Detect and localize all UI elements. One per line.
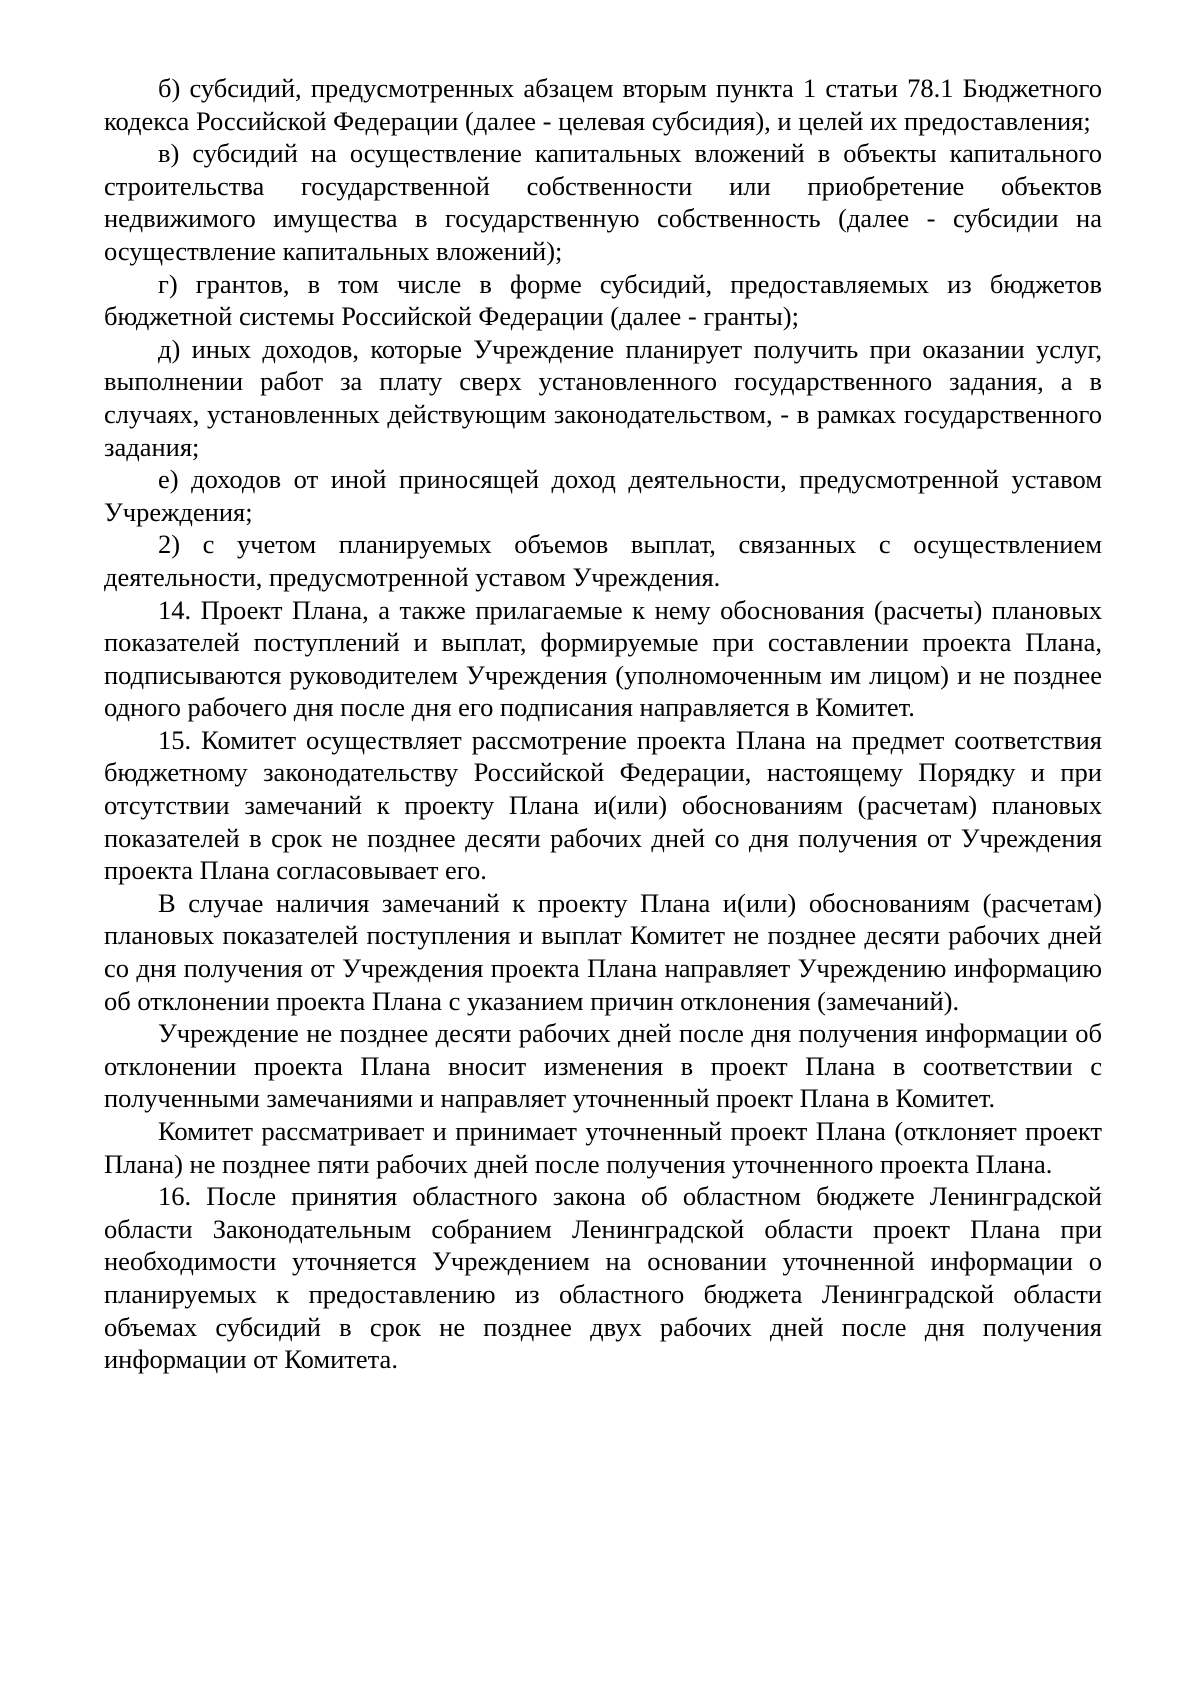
- paragraph-section-16: 16. После принятия областного закона об областном бюджете Ленинградской области Законодательным собранием Ленинградской области проект Плана при необходимости уточняется Учреждением на основании уточненной информации о планируемых к предоставлению из областного бюджета Ленинградской области объемах субсидий в срок не позднее двух рабочих дней после дня получения информации от Комитета.: [104, 1181, 1102, 1375]
- paragraph-section-15: 15. Комитет осуществляет рассмотрение проекта Плана на предмет соответствия бюджетному законодательству Российской Федерации, настоящему Порядку и при отсутствии замечаний к проекту Плана и(или) обоснованиям (расчетам) плановых показателей в срок не позднее десяти рабочих дней со дня получения от Учреждения проекта Плана согласовывает его.: [104, 724, 1102, 886]
- paragraph-section-15-acceptance: Комитет рассматривает и принимает уточненный проект Плана (отклоняет проект Плана) не позднее пяти рабочих дней после получения уточненного проекта Плана.: [104, 1116, 1102, 1179]
- paragraph-subitem-g: г) грантов, в том числе в форме субсидий, предоставляемых из бюджетов бюджетной системы Российской Федерации (далее - гранты);: [104, 268, 1102, 332]
- document-page: [104, 72, 1102, 1376]
- paragraph-item-2: 2) с учетом планируемых объемов выплат, связанных с осуществлением деятельности, предусмотренной уставом Учреждения.: [104, 529, 1102, 592]
- paragraph-subitem-b: б) субсидий, предусмотренных абзацем вторым пункта 1 статьи 78.1 Бюджетного кодекса Российской Федерации (далее - целевая субсидия), и целей их предоставления;: [104, 73, 1102, 136]
- paragraph-section-15-corrections: Учреждение не позднее десяти рабочих дней после дня получения информации об отклонении проекта Плана вносит изменения в проект Плана в соответствии с полученными замечаниями и направляет уточненный проект Плана в Комитет.: [104, 1018, 1102, 1114]
- paragraph-subitem-v: в) субсидий на осуществление капитальных вложений в объекты капитального строительства государственной собственности или приобретение объектов недвижимого имущества в государственную собственность (далее - субсидии на осуществление капитальных вложений);: [104, 138, 1102, 266]
- paragraph-section-14: 14. Проект Плана, а также прилагаемые к нему обоснования (расчеты) плановых показателей поступлений и выплат, формируемые при составлении проекта Плана, подписываются руководителем Учреждения (уполномоченным им лицом) и не позднее одного рабочего дня после дня его подписания направляется в Комитет.: [104, 594, 1102, 723]
- paragraph-section-15-remarks: В случае наличия замечаний к проекту Плана и(или) обоснованиям (расчетам) плановых показателей поступления и выплат Комитет не позднее десяти рабочих дней со дня получения от Учреждения проекта Плана направляет Учреждению информацию об отклонении проекта Плана с указанием причин отклонения (замечаний).: [104, 887, 1102, 1016]
- paragraph-subitem-e: е) доходов от иной приносящей доход деятельности, предусмотренной уставом Учреждения;: [104, 464, 1102, 527]
- paragraph-subitem-d: д) иных доходов, которые Учреждение планирует получить при оказании услуг, выполнении работ за плату сверх установленного государственного задания, а в случаях, установленных действующим законодательством, - в рамках государственного задания;: [104, 333, 1102, 462]
